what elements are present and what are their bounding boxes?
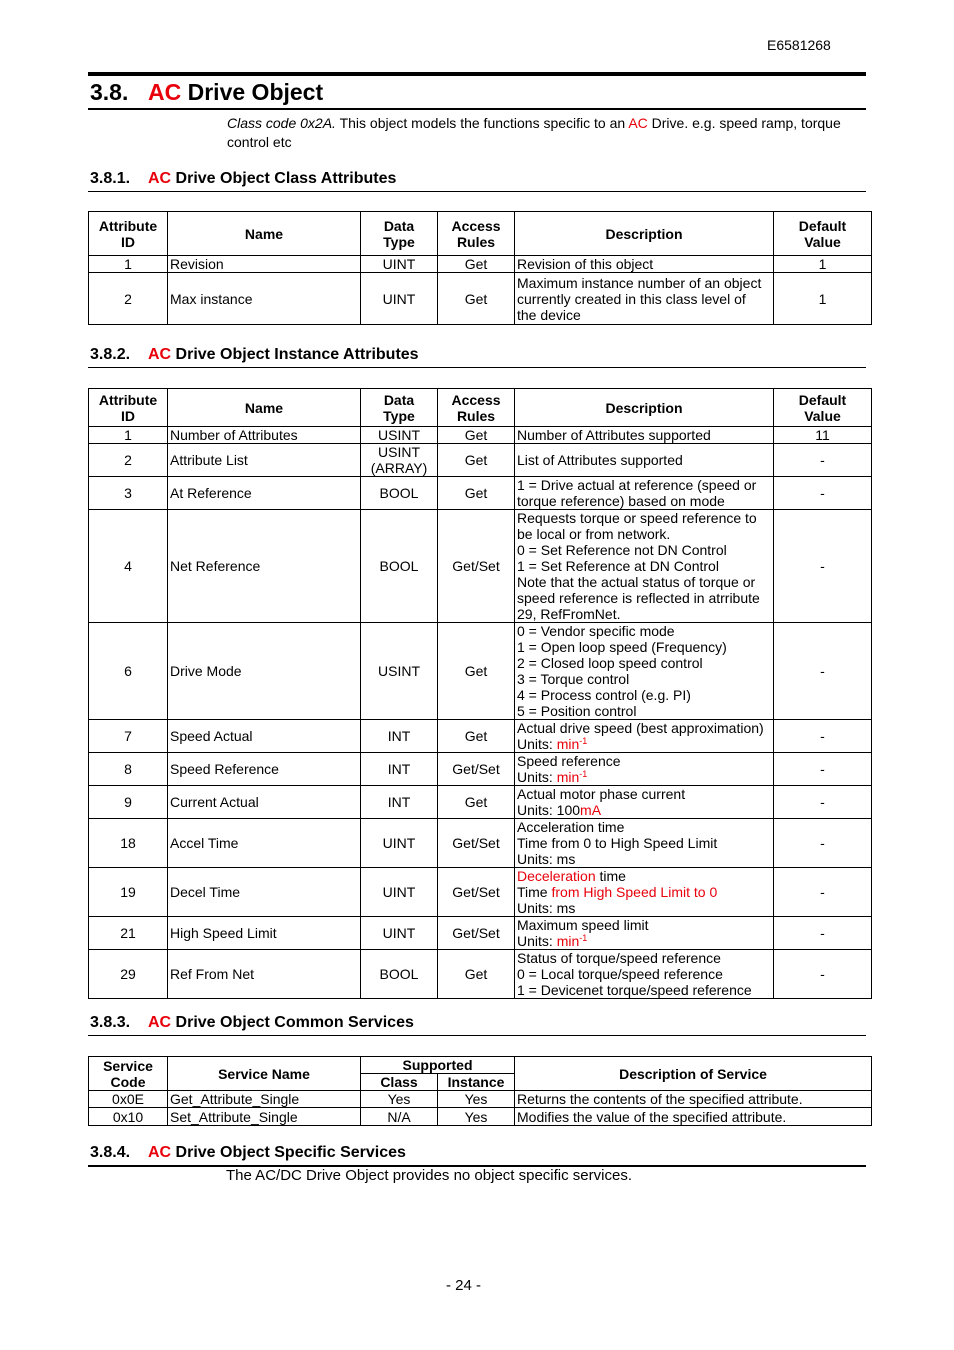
table-row [89,444,872,477]
subsection-rule [88,367,866,368]
col-header-attribute-id: Attribute ID [89,212,168,256]
subsection-rule [88,1035,866,1036]
cell-name: Net Reference [168,510,361,623]
col-header-class: Class [361,1074,438,1091]
intro-class-code: Class code 0x2A. [227,115,336,131]
cell-default: - [774,786,872,819]
cell-type: UINT [361,868,438,917]
col-header-service-code: Service Code [89,1057,168,1091]
cell-name: Speed Reference [168,753,361,786]
cell-description: Acceleration time Time from 0 to High Speed Limit Units: ms [515,819,774,868]
cell-rules: Get [438,477,515,510]
cell-name: Revision [168,256,361,273]
table-header-row [89,212,872,256]
document-number: E6581268 [767,37,831,53]
cell-default: - [774,950,872,999]
table-header-row [89,1057,872,1074]
cell-description: 1 = Drive actual at reference (speed or torque reference) based on mode [515,477,774,510]
col-header-data-type: Data Type [361,212,438,256]
cell-rules: Get [438,720,515,753]
col-header-attribute-id: Attribute ID [89,389,168,427]
col-header-description: Description of Service [515,1057,872,1091]
col-header-name: Name [168,389,361,427]
cell-rules: Get/Set [438,917,515,950]
table-row [89,427,872,444]
col-header-instance: Instance [438,1074,515,1091]
col-header-access-rules: Access Rules [438,389,515,427]
cell-description: Number of Attributes supported [515,427,774,444]
cell-name: Ref From Net [168,950,361,999]
cell-type: UINT [361,819,438,868]
subsection-title: Drive Object Common Services [171,1014,414,1031]
cell-description: Actual motor phase current Units: 100mA [515,786,774,819]
subsection-number: 3.8.3. [90,1014,131,1031]
cell-rules: Get/Set [438,510,515,623]
table-header-row [89,389,872,427]
cell-type: INT [361,786,438,819]
page-number: - 24 - [446,1277,482,1294]
subsection-title: Drive Object Specific Services [171,1144,406,1161]
intro-text-2: Drive. e.g. speed ramp, torque control etc [227,115,841,150]
cell-description: Returns the contents of the specified attribute. [515,1091,872,1108]
cell-rules: Get [438,273,515,325]
table-row [89,753,872,786]
cell-rules: Get [438,950,515,999]
section-number: 3.8. [90,79,129,105]
cell-default: - [774,868,872,917]
cell-class: N/A [361,1108,438,1126]
table-row [89,786,872,819]
col-header-default: Default Value [774,389,872,427]
table-row [89,1108,872,1126]
cell-type: USINT [361,427,438,444]
cell-code: 0x0E [89,1091,168,1108]
col-header-description: Description [515,389,774,427]
cell-default: 11 [774,427,872,444]
subsection-heading-specific-services [90,1144,406,1162]
table-row [89,1091,872,1108]
cell-id: 2 [89,273,168,325]
cell-id: 1 [89,427,168,444]
col-header-name: Name [168,212,361,256]
intro-paragraph [227,114,867,152]
cell-name: Drive Mode [168,623,361,720]
cell-id: 7 [89,720,168,753]
cell-default: - [774,510,872,623]
col-header-service-name: Service Name [168,1057,361,1091]
cell-id: 4 [89,510,168,623]
section-rule [88,108,866,110]
cell-default: 1 [774,273,872,325]
table-row [89,510,872,623]
cell-description: Modifies the value of the specified attribute. [515,1108,872,1126]
instance-attributes-table [88,388,872,999]
cell-name: Speed Actual [168,720,361,753]
subsection-title-red: AC [148,1014,172,1031]
cell-description: List of Attributes supported [515,444,774,477]
cell-id: 6 [89,623,168,720]
cell-name: High Speed Limit [168,917,361,950]
table-row [89,950,872,999]
table-row [89,868,872,917]
cell-id: 18 [89,819,168,868]
subsection-title-red: AC [148,1144,172,1161]
cell-rules: Get [438,444,515,477]
subsection-heading-common-services [90,1014,414,1032]
cell-instance: Yes [438,1108,515,1126]
cell-default: - [774,720,872,753]
cell-rules: Get/Set [438,868,515,917]
cell-description: Actual drive speed (best approximation) Units: $\min^{-1}$ [515,720,774,753]
section-heading [90,79,323,106]
cell-name: Current Actual [168,786,361,819]
specific-services-text: The AC/DC Drive Object provides no object specific services. [226,1167,632,1184]
cell-id: 8 [89,753,168,786]
cell-id: 29 [89,950,168,999]
cell-default: - [774,444,872,477]
cell-description: 0 = Vendor specific mode 1 = Open loop speed (Frequency) 2 = Closed loop speed control 3 = Torque control 4 = Process control (e.g. PI) 5 = Position control [515,623,774,720]
cell-type: USINT (ARRAY) [361,444,438,477]
cell-default: - [774,819,872,868]
cell-description: Maximum speed limit Units: $\min^{-1}$ [515,917,774,950]
table-row [89,477,872,510]
cell-id: 3 [89,477,168,510]
cell-rules: Get [438,623,515,720]
col-header-description: Description [515,212,774,256]
cell-type: INT [361,720,438,753]
cell-class: Yes [361,1091,438,1108]
subsection-title: Drive Object Instance Attributes [171,346,419,363]
table-row [89,720,872,753]
cell-id: 2 [89,444,168,477]
subsection-title-red: AC [148,346,172,363]
cell-instance: Yes [438,1091,515,1108]
cell-id: 19 [89,868,168,917]
cell-description: Revision of this object [515,256,774,273]
cell-type: USINT [361,623,438,720]
cell-type: UINT [361,273,438,325]
cell-description: Status of torque/speed reference 0 = Local torque/speed reference 1 = Devicenet torque/speed reference [515,950,774,999]
header-rule [88,72,866,76]
cell-type: BOOL [361,510,438,623]
subsection-title: Drive Object Class Attributes [171,170,397,187]
cell-rules: Get [438,786,515,819]
subsection-heading-instance-attributes [90,346,419,364]
cell-description: Requests torque or speed reference to be local or from network. 0 = Set Reference not DN Control 1 = Set Reference at DN Control Note that the actual status of torque or speed reference is reflected in atrribute 29, RefFromNet. [515,510,774,623]
cell-name: Decel Time [168,868,361,917]
col-header-default: Default Value [774,212,872,256]
cell-type: BOOL [361,477,438,510]
cell-default: 1 [774,256,872,273]
cell-code: 0x10 [89,1108,168,1126]
cell-name: At Reference [168,477,361,510]
common-services-table [88,1056,872,1126]
cell-type: UINT [361,256,438,273]
cell-service-name: Set_Attribute_Single [168,1108,361,1126]
table-row [89,917,872,950]
class-attributes-table [88,211,872,325]
table-row [89,819,872,868]
cell-name: Max instance [168,273,361,325]
subsection-heading-class-attributes [90,170,396,188]
col-header-supported: Supported [361,1057,515,1074]
cell-service-name: Get_Attribute_Single [168,1091,361,1108]
cell-rules: Get [438,256,515,273]
cell-name: Accel Time [168,819,361,868]
subsection-title-red: AC [148,170,172,187]
cell-rules: Get [438,427,515,444]
col-header-data-type: Data Type [361,389,438,427]
subsection-rule [88,191,866,192]
subsection-number: 3.8.1. [90,170,131,187]
cell-name: Number of Attributes [168,427,361,444]
cell-rules: Get/Set [438,753,515,786]
cell-id: 21 [89,917,168,950]
subsection-number: 3.8.2. [90,346,131,363]
cell-name: Attribute List [168,444,361,477]
section-title-red: AC [148,79,182,105]
cell-type: UINT [361,917,438,950]
cell-description: Speed reference Units: $\min^{-1}$ [515,753,774,786]
cell-description: Deceleration time Time from High Speed Limit to 0 Units: ms [515,868,774,917]
cell-default: - [774,623,872,720]
table-row [89,623,872,720]
cell-type: INT [361,753,438,786]
cell-type: BOOL [361,950,438,999]
cell-default: - [774,477,872,510]
cell-rules: Get/Set [438,819,515,868]
intro-text-red: AC [628,115,648,131]
section-title: Drive Object [181,79,324,105]
table-row [89,256,872,273]
intro-text-1: This object models the functions specific to an [335,115,629,131]
cell-id: 9 [89,786,168,819]
cell-id: 1 [89,256,168,273]
table-row [89,273,872,325]
cell-description: Maximum instance number of an object currently created in this class level of the device [515,273,774,325]
cell-default: - [774,753,872,786]
subsection-number: 3.8.4. [90,1144,131,1161]
col-header-access-rules: Access Rules [438,212,515,256]
cell-default: - [774,917,872,950]
